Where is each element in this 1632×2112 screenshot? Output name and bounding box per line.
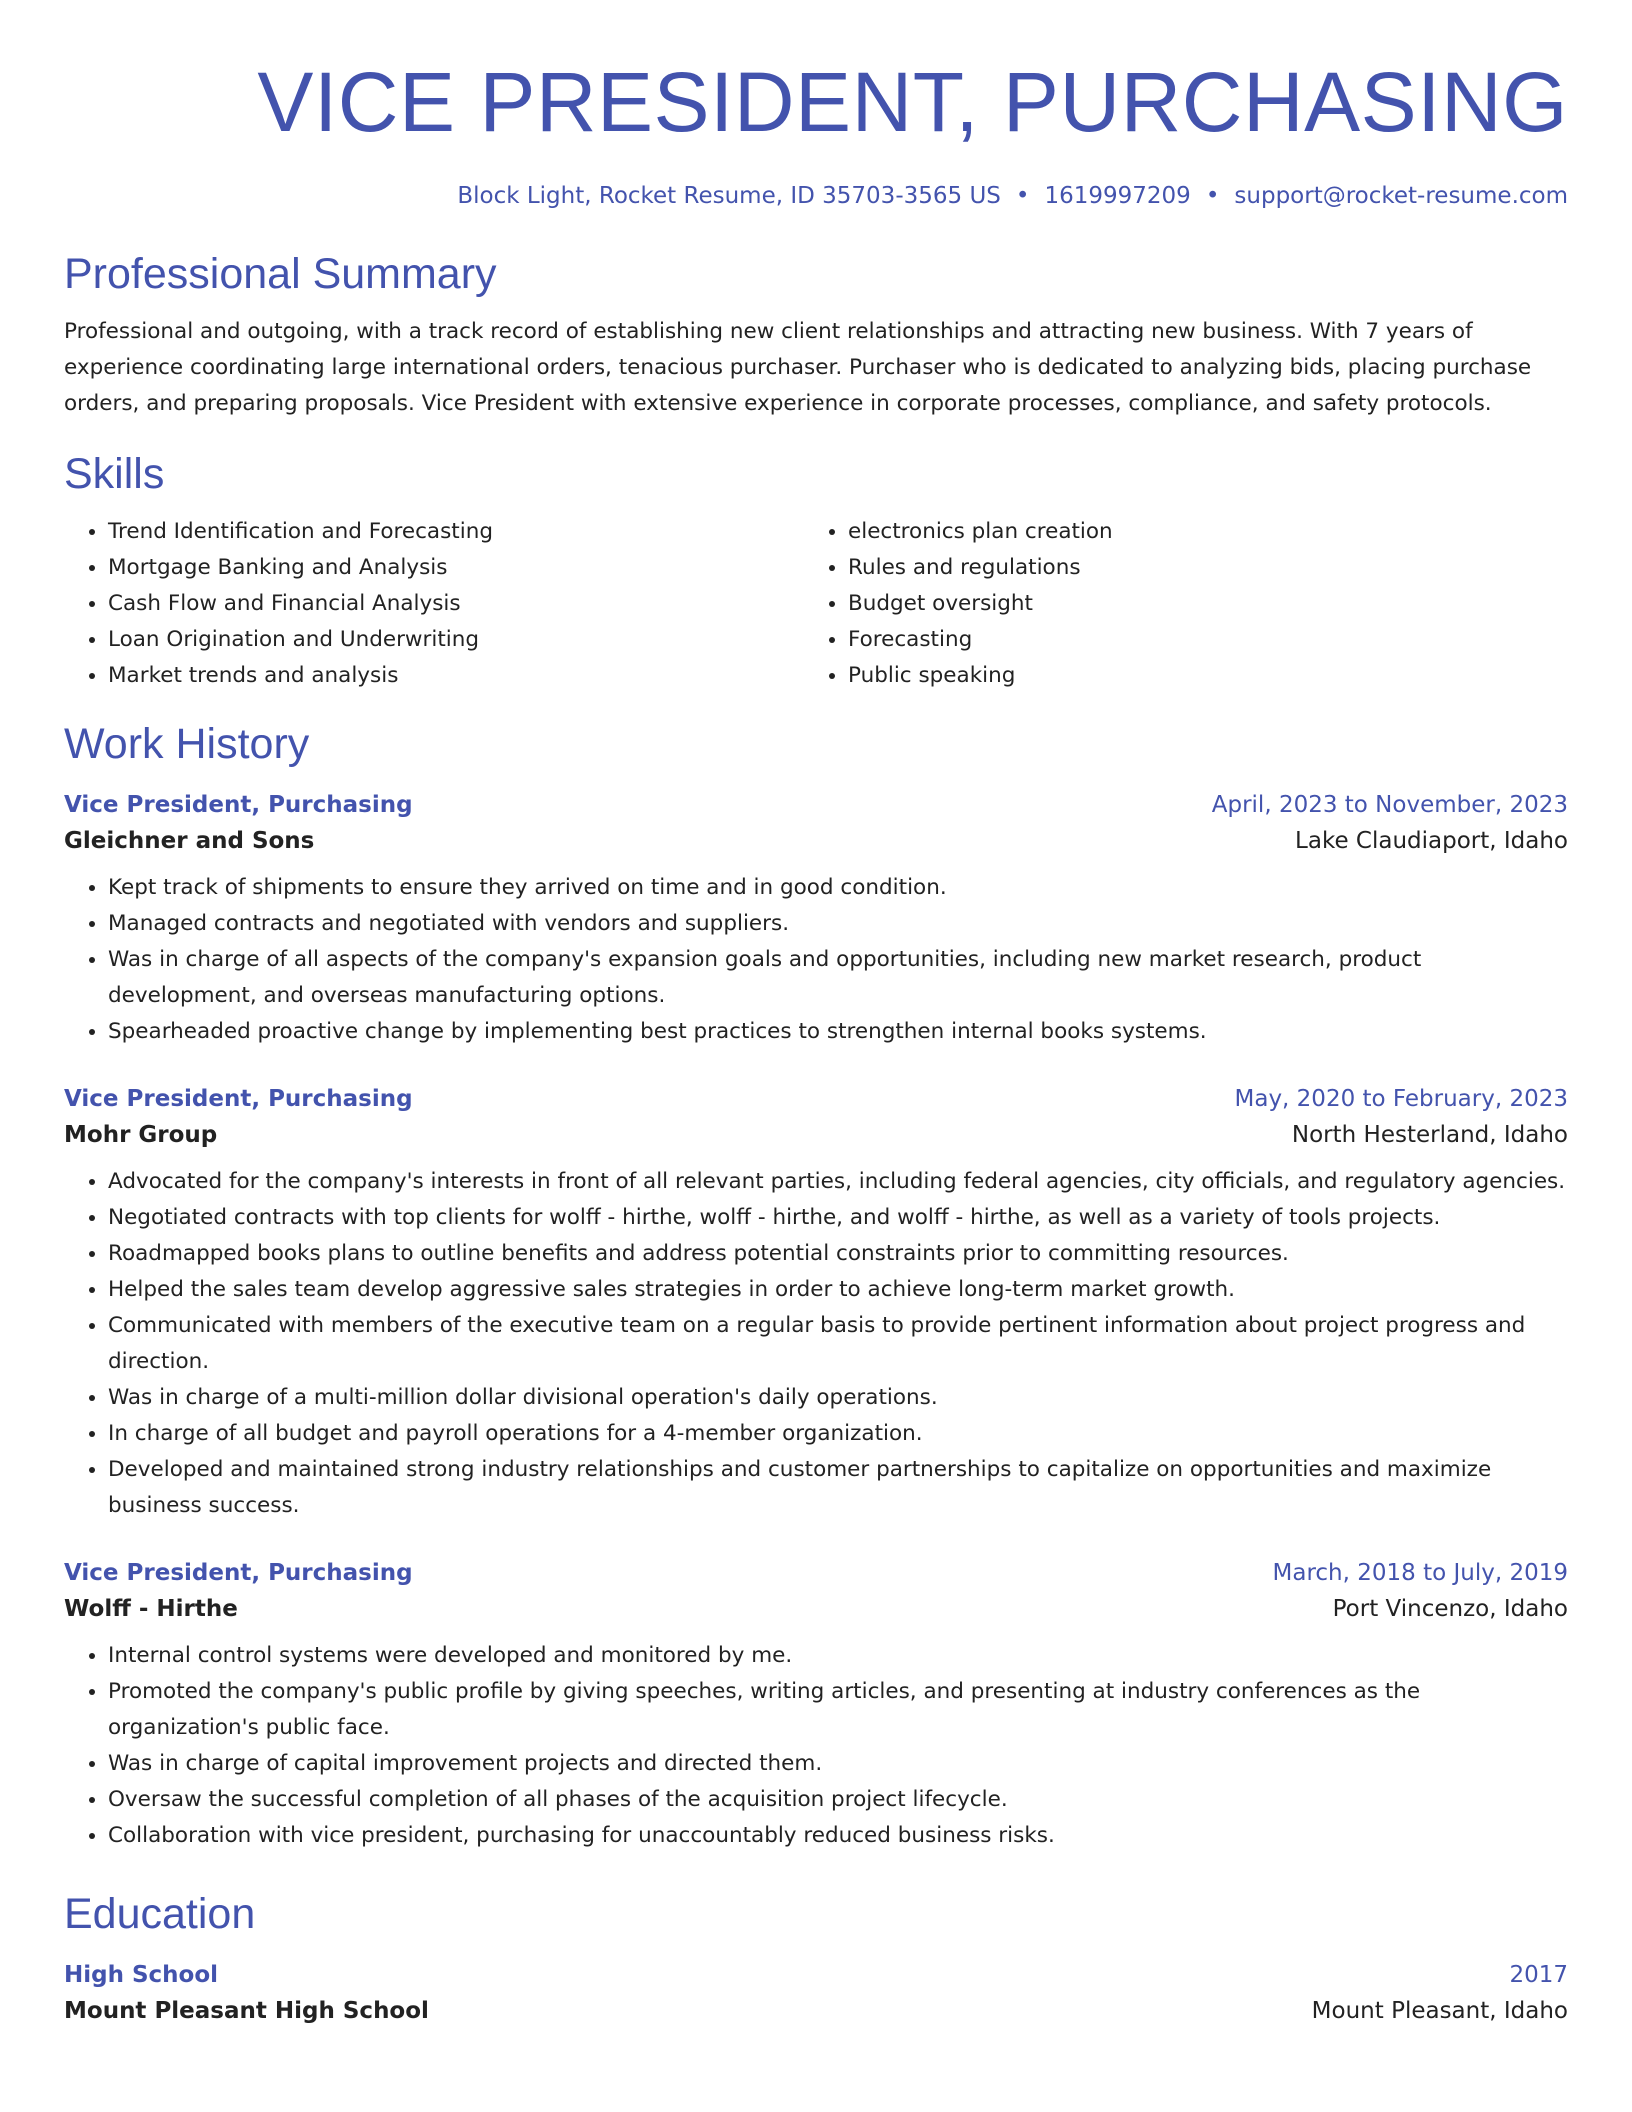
education-year: 2017 xyxy=(1509,1962,1568,1988)
resume-header xyxy=(64,52,1568,212)
job-bullet: • Promoted the company's public profile by giving speeches, writing articles, and presenting at industry conferences as the organization's public face. xyxy=(108,1674,1568,1746)
job-location: Lake Claudiaport, Idaho xyxy=(1295,828,1568,854)
education-school: Mount Pleasant High School xyxy=(64,1998,429,2024)
section-title-work-history: Work History xyxy=(64,720,310,768)
job-title: Vice President, Purchasing xyxy=(64,1086,413,1112)
contact-separator: • xyxy=(1205,183,1220,209)
contact-address: Block Light, Rocket Resume, ID 35703-3565 US xyxy=(457,183,1001,209)
job-bullet: • Internal control systems were developed and monitored by me. xyxy=(108,1638,1568,1674)
skill-item: • Market trends and analysis xyxy=(108,658,804,694)
job-bullet: • Was in charge of capital improvement projects and directed them. xyxy=(108,1746,1568,1782)
section-title-education: Education xyxy=(64,1890,256,1938)
job-entry xyxy=(64,1556,1568,1854)
section-title-summary: Professional Summary xyxy=(64,250,497,298)
job-bullet: • Developed and maintained strong industry relationships and customer partnerships to capitalize on opportunities and maximize business success. xyxy=(108,1452,1568,1524)
job-title: Vice President, Purchasing xyxy=(64,1560,413,1586)
job-bullet: • Was in charge of all aspects of the company's expansion goals and opportunities, including new market research, product development, and overseas manufacturing options. xyxy=(108,942,1568,1014)
job-entry xyxy=(64,1082,1568,1524)
contact-line xyxy=(64,180,1568,212)
education-header-row xyxy=(64,1958,1568,1992)
skills-column-left xyxy=(64,514,804,694)
job-header-row xyxy=(64,1556,1568,1590)
skills-column-right xyxy=(804,514,1544,694)
candidate-name: VICE PRESIDENT, PURCHASING xyxy=(257,55,1568,149)
job-bullet: • Negotiated contracts with top clients for wolff - hirthe, wolff - hirthe, and wolff - hirthe, as well as a variety of tools projects. xyxy=(108,1200,1568,1236)
job-employer-row xyxy=(64,1590,1568,1628)
job-bullet: • Helped the sales team develop aggressive sales strategies in order to achieve long-term market growth. xyxy=(108,1272,1568,1308)
job-header-row xyxy=(64,788,1568,822)
job-location: North Hesterland, Idaho xyxy=(1291,1122,1568,1148)
job-bullet: • Managed contracts and negotiated with vendors and suppliers. xyxy=(108,906,1568,942)
job-employer: Mohr Group xyxy=(64,1122,218,1148)
job-bullet: • Spearheaded proactive change by implementing best practices to strengthen internal books systems. xyxy=(108,1014,1568,1050)
education-location: Mount Pleasant, Idaho xyxy=(1311,1998,1568,2024)
job-bullet: • Roadmapped books plans to outline benefits and address potential constraints prior to committing resources. xyxy=(108,1236,1568,1272)
job-employer: Wolff - Hirthe xyxy=(64,1596,238,1622)
contact-separator: • xyxy=(1015,183,1030,209)
job-bullets xyxy=(64,1638,1568,1854)
job-bullet: • Kept track of shipments to ensure they arrived on time and in good condition. xyxy=(108,870,1568,906)
job-bullets xyxy=(64,870,1568,1050)
job-bullets xyxy=(64,1164,1568,1524)
job-employer-row xyxy=(64,822,1568,860)
skill-item: • electronics plan creation xyxy=(848,514,1544,550)
skill-item: • Rules and regulations xyxy=(848,550,1544,586)
skills-list xyxy=(64,514,1568,694)
section-title-skills: Skills xyxy=(64,450,165,498)
skill-item: • Public speaking xyxy=(848,658,1544,694)
job-bullet: • In charge of all budget and payroll operations for a 4-member organization. xyxy=(108,1416,1568,1452)
skill-item: • Forecasting xyxy=(848,622,1544,658)
job-bullet: • Was in charge of a multi-million dollar divisional operation's daily operations. xyxy=(108,1380,1568,1416)
education-entry xyxy=(64,1958,1568,2030)
skill-item: • Trend Identification and Forecasting xyxy=(108,514,804,550)
skill-item: • Loan Origination and Underwriting xyxy=(108,622,804,658)
job-dates: March, 2018 to July, 2019 xyxy=(1272,1560,1568,1586)
contact-phone: 1619997209 xyxy=(1044,183,1191,209)
job-title: Vice President, Purchasing xyxy=(64,792,413,818)
job-employer: Gleichner and Sons xyxy=(64,828,315,854)
education-degree: High School xyxy=(64,1962,219,1988)
skill-item: • Budget oversight xyxy=(848,586,1544,622)
job-header-row xyxy=(64,1082,1568,1116)
job-dates: May, 2020 to February, 2023 xyxy=(1234,1086,1568,1112)
summary-text: Professional and outgoing, with a track record of establishing new client relationships and attracting new business. With 7 years of experience coordinating large international orders, tenacious purchaser. Purchaser who is dedicated to analyzing bids, placing purchase orders, and preparing proposals. Vice President with extensive experience in corporate processes, compliance, and safety protocols. xyxy=(64,319,1532,416)
job-dates: April, 2023 to November, 2023 xyxy=(1211,792,1568,818)
job-entry xyxy=(64,788,1568,1050)
contact-email[interactable]: support@rocket-resume.com xyxy=(1234,183,1568,209)
skill-item: • Mortgage Banking and Analysis xyxy=(108,550,804,586)
skill-item: • Cash Flow and Financial Analysis xyxy=(108,586,804,622)
job-bullet: • Advocated for the company's interests in front of all relevant parties, including federal agencies, city officials, and regulatory agencies. xyxy=(108,1164,1568,1200)
job-bullet: • Communicated with members of the executive team on a regular basis to provide pertinent information about project progress and direction. xyxy=(108,1308,1568,1380)
job-employer-row xyxy=(64,1116,1568,1154)
job-bullet: • Oversaw the successful completion of all phases of the acquisition project lifecycle. xyxy=(108,1782,1568,1818)
job-location: Port Vincenzo, Idaho xyxy=(1332,1596,1568,1622)
job-bullet: • Collaboration with vice president, purchasing for unaccountably reduced business risks. xyxy=(108,1818,1568,1854)
education-school-row xyxy=(64,1992,1568,2030)
